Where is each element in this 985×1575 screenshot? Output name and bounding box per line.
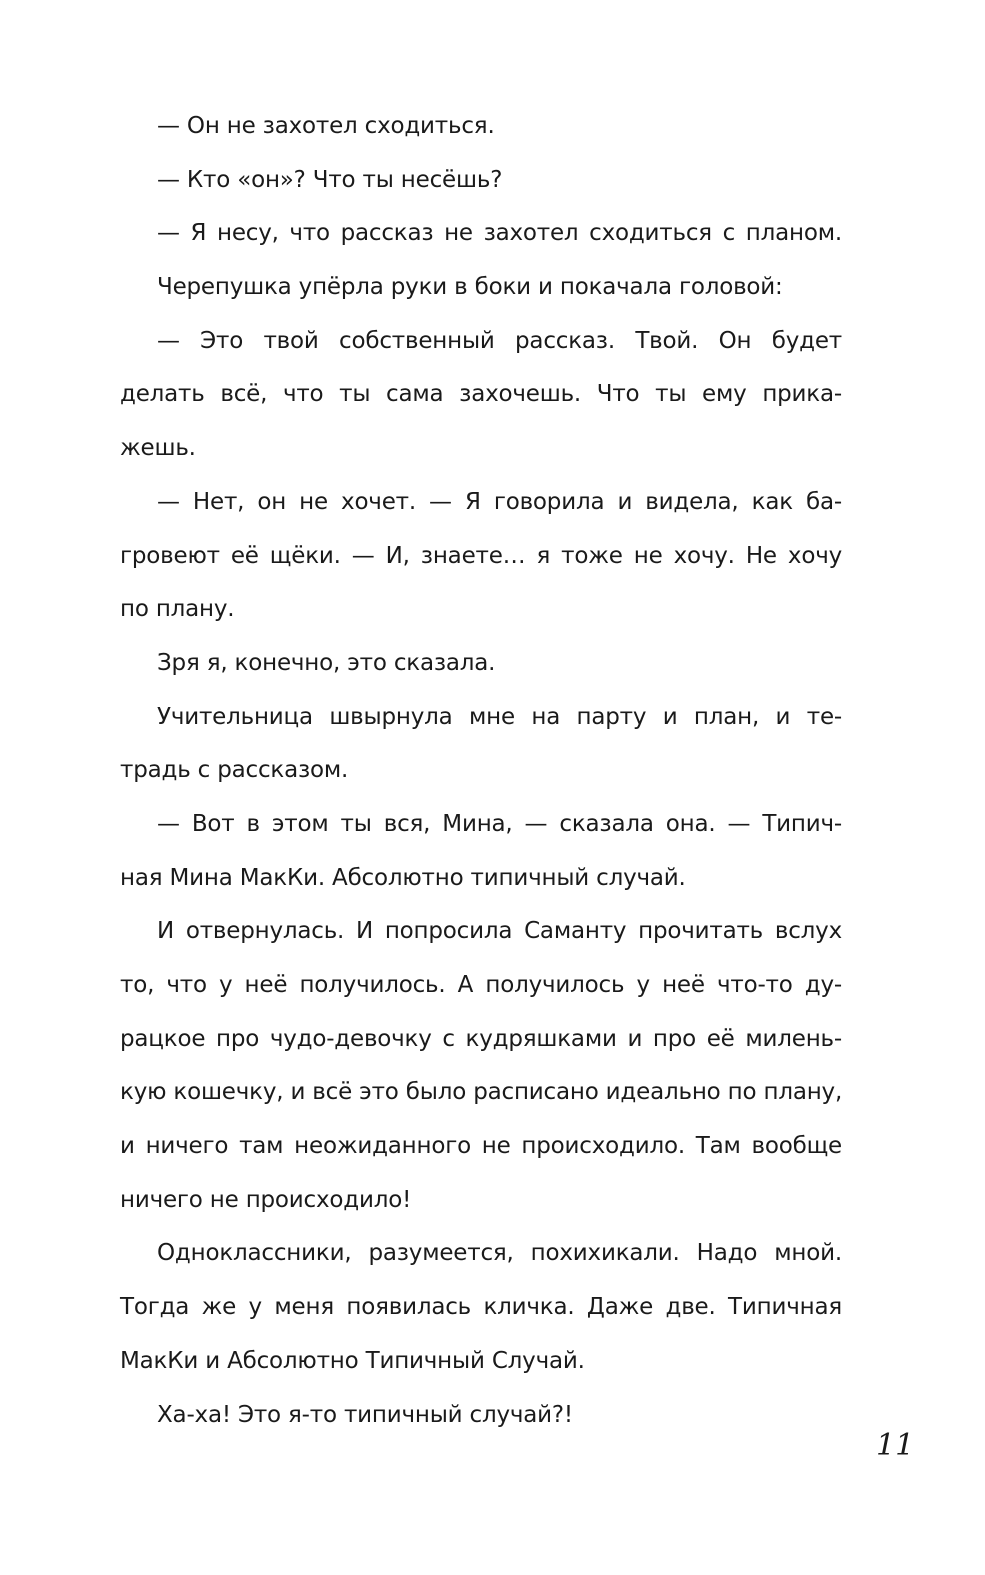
text-line: и ничего там неожиданного не происходило. Там вообще — [120, 1133, 842, 1160]
text-line: — Он не захотел сходиться. — [157, 113, 495, 139]
text-line: — Вот в этом ты вся, Мина, — сказала она. — Типич- — [157, 810, 842, 837]
text-line: Одноклассники, разумеется, похихикали. Надо мной. — [157, 1240, 842, 1267]
text-line: И отвернулась. И попросила Саманту прочитать вслух — [157, 918, 842, 945]
body-text — [120, 100, 842, 1442]
text-line: — Нет, он не хочет. — Я говорила и видела, как ба- — [157, 488, 842, 515]
text-line: то, что у неё получилось. А получилось у неё что-то ду- — [120, 972, 842, 998]
text-line: Черепушка упёрла руки в боки и покачала головой: — [157, 274, 783, 301]
text-line: традь с рассказом. — [120, 757, 349, 784]
text-line: Ха-ха! Это я-то типичный случай?! — [157, 1401, 573, 1428]
text-line: гровеют её щёки. — И, знаете… я тоже не хочу. Не хочу — [120, 542, 842, 569]
text-line: Зря я, конечно, это сказала. — [157, 649, 496, 676]
text-line: жешь. — [120, 435, 196, 462]
text-line: делать всё, что ты сама захочешь. Что ты ему прика- — [120, 381, 842, 408]
page-number: 11 — [876, 1428, 915, 1463]
text-line: — Кто «он»? Что ты несёшь? — [157, 166, 503, 193]
text-line: ная Мина МакКи. Абсолютно типичный случай. — [120, 864, 686, 891]
text-line: Учительница швырнула мне на парту и план, и те- — [157, 703, 842, 730]
text-line: ничего не происходило! — [120, 1186, 412, 1213]
text-line: Тогда же у меня появилась кличка. Даже две. Типичная — [120, 1294, 842, 1321]
text-line: рацкое про чудо-девочку с кудряшками и про её милень- — [120, 1025, 842, 1052]
text-line: МакКи и Абсолютно Типичный Случай. — [120, 1347, 585, 1374]
text-line: по плану. — [120, 596, 235, 623]
text-line: — Это твой собственный рассказ. Твой. Он будет — [157, 327, 842, 354]
text-line: кую кошечку, и всё это было расписано идеально по плану, — [120, 1079, 843, 1106]
text-line: — Я несу, что рассказ не захотел сходиться с планом. — [157, 220, 842, 247]
